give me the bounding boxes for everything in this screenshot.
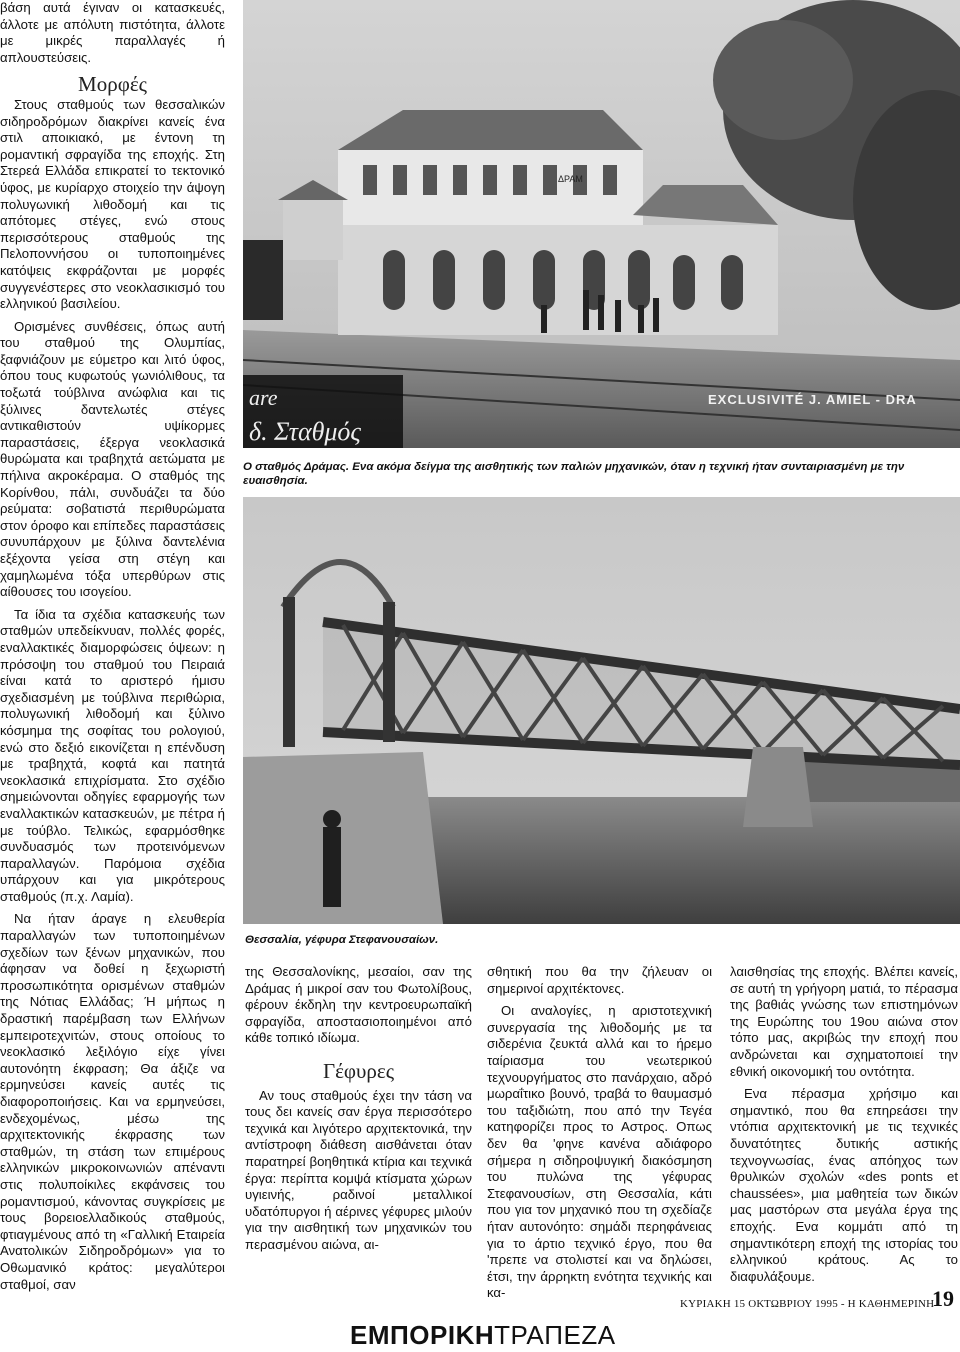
column-2 <box>245 964 472 1254</box>
paragraph: Να ήταν άραγε η ελευθερία παραλλαγών των τυποποιημένων σχεδίων των ξένων μηχανικών, που άφησαν να δοθεί η ξεχωριστή προσωπικότητα ορισμένων σταθμών της Νότιας Ελλάδας; Ή μήπως η δραστική παρέμβαση των Ελλήνων εμπειροτεχνιτών, στους οποίους το νεοκλασικό λεξιλόγιο είχε γίνει αυτονόητη έκφραση; Θα άξιζε να ερμηνεύσει κανείς αυτές τις διαφοροποιήσεις. Και να ερμηνεύσει, ενδεχομένως, μέσω της αρχιτεκτονικής έκφρασης των σταθμών, τη στάση των επιμέρους ελληνικών μικροκοινωνιών απέναντι στις πολυποίκιλες εκφάνσεις του ρομαντισμού, κάνοντας συγκρίσεις με τους βορειοελλαδικούς σταθμούς, φτιαγμένους από τη «Γαλλική Εταιρεία Ανατολικών Σιδηροδρόμων» για το Οθωμανικό κράτος: μεγαλύτεροι σταθμοί, σαν <box>0 911 225 1292</box>
paragraph: Οι αναλογίες, η αριστοτεχνική συνεργασία της λιθοδομής με τα σιδερένια ζευκτά αλλά και το ήρεμο ταίριασμα του νεωτερικού τεχνουργήματος στο πανάρχαιο, αδρό μωραΐτικο βουνό, τραβά το θαυμασμό του ταξιδιώτη, που από την Τεγέα κατηφορίζει προς το Αστρος. Οπως δεν θα 'φηνε κανένα αδιάφορο σήμερα η σιδηροψυγική διακόσμηση του πυλώνα της γέφυρας Στεφανουσίων, στη Θεσσαλία, κάτι που για τον μηχανικό που τη σχεδίαζε ήταν αυτονόητο: σημάδι περηφάνειας για το άρτιο τεχνικό έργο, που θα 'πρεπε να στολιστεί και να δηλώσει, έτσι, την άρρηκτη ενότητα τεχνικής και κα- <box>487 1003 712 1301</box>
issue-line: ΚΥΡΙΑΚΗ 15 ΟΚΤΩΒΡΙΟΥ 1995 - Η ΚΑΘΗΜΕΡΙΝΗ <box>680 1298 935 1310</box>
paragraph: σθητική που θα την ζήλευαν οι σημερινοί αρχιτέκτονες. <box>487 964 712 996</box>
column-4 <box>730 964 958 1285</box>
bridge-photo <box>243 497 960 924</box>
heading-forms: Μορφές <box>78 72 147 97</box>
sponsor-logo <box>350 1322 616 1348</box>
paragraph: Αν τους σταθμούς έχει την τάση να τους δει κανείς σαν έργα περισσότερο τεχνικά και λιγότερο αρχιτεκτονικά, την αντίστροφη διάθεση αισθάνεται όταν παρατηρεί βοηθητικά κτίρια και τεχνικά έργα: περίπτα κομψά κτίσματα χώρων υγιεινής, ραδινοί μεταλλικοί υδατόπυργοι ή αέρινες γέφυρες μιλούν για την αισθητική των μηχανικών του περασμένου αιώνα, αι- <box>245 1087 472 1252</box>
paragraph: της Θεσσαλονίκης, μεσαίοι, σαν της Δράμας ή μικροί σαν του Φωτολίβους, φέρουν έκδηλη την κεντροευρωπαϊκή σφραγίδα, αποστασιοποιημένοι από κάθε τοπικό ιδίωμα. <box>245 964 472 1046</box>
station-illustration <box>243 0 960 448</box>
bridge-illustration <box>243 497 960 924</box>
left-column <box>0 0 225 1293</box>
overlay-left-text-2: δ. Σταθμός <box>249 417 361 446</box>
paragraph: λαισθησίας της εποχής. Βλέπει κανείς, σε αυτή τη γρήγορη ματιά, το πέρασμα της βαθιάς γνώσης των επιστημόνων της Ευρώπης του 19ου αιώνα στον τόπο μας, ακριβώς την εποχή που ανδρώνεται και σχηματοποιεί την εθνική οικονομική του οντότητα. <box>730 964 958 1079</box>
sponsor-logo-bold: ΕΜΠΟΡΙΚΗ <box>350 1320 495 1350</box>
paragraph: Στους σταθμούς των θεσσαλικών σιδηροδρόμων διακρίνει κανείς ένα στιλ αποικιακό, με έντονη τη ρομαντική σφραγίδα της εποχής. Στη Στερεά Ελλάδα επικρατεί το τεκτονικό ύφος, με κυρίαρχο στοιχείο την άψογη πολυγωνική λιθοδομή και τις απότομες στέγες, ενώ στους περισσότερους σταθμούς της Πελοποννήσου οι τυποποιημένες κατόψεις εκφράζονται με μορφές συγγενέστερες στο νεοκλασικισμό του ελληνικού βασιλείου. <box>0 96 225 312</box>
heading-bridges: Γέφυρες <box>322 1058 395 1083</box>
intro-paragraph: βάση αυτά έγιναν οι κατασκευές, άλλοτε με απόλυτη πιστότητα, άλλοτε με μικρές παραλλαγές ή απλουστεύσεις. <box>0 0 225 65</box>
overlay-right-text: EXCLUSIVITÉ J. AMIEL - DRA <box>708 392 917 407</box>
sponsor-logo-light: ΤΡΑΠΕΖΑ <box>494 1320 616 1350</box>
paragraph: Τα ίδια τα σχέδια κατασκευής των σταθμών υπεδείκνυαν, πολλές φορές, εναλλακτικές διαμορφώσεις όψεων: η πρόσοψη του σταθμού του Πειραιά είναι κατά το αριστερό ήμισυ σχεδιασμένη με τούβλινα περιθώρια, πολυγωνική λιθοδομή και ξύλινο κόσμημα της σοφίτας του ρολογιού, ενώ στο δεξιό εικονίζεται η επένδυση με τραβηχτά, κοφτά και πατητά νεοκλασικά επιχρίσματα. Στο σχέδιο σημειώνονται οδηγίες εφαρμογής των εναλλακτικών κατασκευών, με πέτρα ή με τούβλο. Τελικώς, εφαρμόσθηκε συνδυασμός των προτεινόμενων παραλλαγών. Παρόμοια σχέδια υπάρχουν και για μικρότερους σταθμούς (π.χ. Λαμία). <box>0 606 225 904</box>
paragraph: Ενα πέρασμα χρήσιμο και σημαντικό, που θα επηρεάσει την ντόπια αρχιτεκτονική με τις τεχνικές δυνατότητες δυτικής αστικής τεχνογνωσίας, ένας απόηχος των θρυλικών σχολών «des ponts et chaussées», μια μαθητεία των δικών μας μαστόρων στα μεγάλα έργα της εποχής. Ενα κομμάτι από τη σημαντικότερη εποχή της ιστορίας του ελληνικού κράτους. Ας το διαφυλάξουμε. <box>730 1086 958 1284</box>
photo-caption-bridge: Θεσσαλία, γέφυρα Στεφανουσαίων. <box>245 934 439 946</box>
station-sign: ΔΡΑΜ <box>558 174 583 184</box>
overlay-left-text: are <box>249 385 278 410</box>
page-number: 19 <box>932 1286 954 1311</box>
paragraph: Ορισμένες συνθέσεις, όπως αυτή του σταθμού της Ολυμπίας, ξαφνιάζουν με εύμετρο και λιτό ύφος, όπου τους κυφωτούς γωνιόλιθους, τα τοξωτά τούβλινα ανώφλια και τις ξύλινες δαντελωτές στέγες αντικαθιστούν υψίκορμες παραστάσεις, έξεργα νεοκλασικά θυρώματα και τραβηχτά αετώματα με πήλινα ακροκέραμα. Ο σταθμός της Κορίνθου, πάλι, συνδυάζει τα δύο ρεύματα: σοβατιστά περιθυρώματα στον όροφο και επίπεδες παραστάσεις συνυπάρχουν με ξύλινα δαντελένια εξέχοντα γείσα στη στέγη και χαμηλωμένα τόξα υπερθύρων στις αίθουσες του ισογείου. <box>0 318 225 600</box>
column-3 <box>487 964 712 1302</box>
photo-caption-drama: Ο σταθμός Δράμας. Ενα ακόμα δείγμα της αισθητικής των παλιών μηχανικών, όταν η τεχνική ήταν συνταιριασμένη με την ευαισθησία. <box>243 461 905 487</box>
drama-station-photo <box>243 0 960 448</box>
